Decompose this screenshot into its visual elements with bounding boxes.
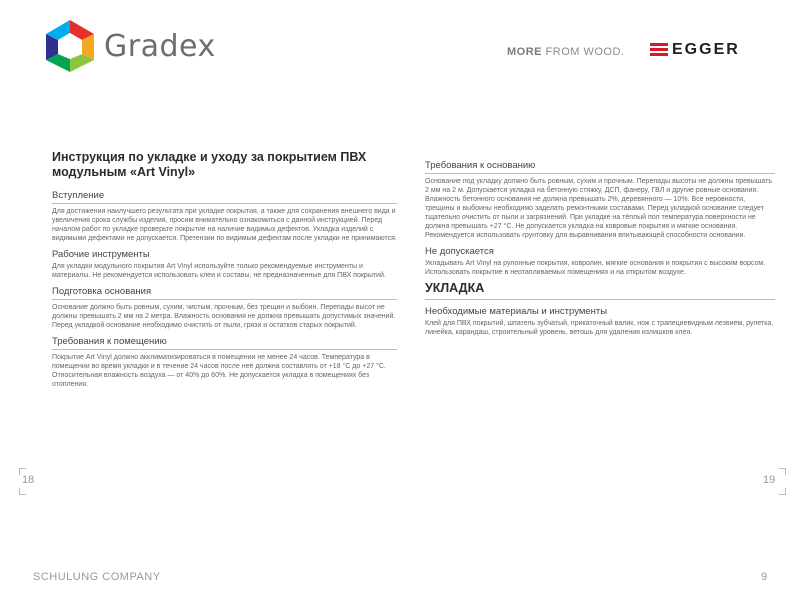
- slogan-rest: FROM WOOD.: [542, 46, 625, 58]
- req-heading: Требования к основанию: [425, 160, 536, 171]
- not-allowed-heading: Не допускается: [425, 246, 494, 257]
- base-heading: Подготовка основания: [52, 286, 152, 297]
- gradex-logo-icon: [42, 18, 98, 74]
- intro-text: Для достижения наилучшего результата при укладке покрытия, а также для сохранения внешнего вида и увеличения срока службы изделия, просим внимательно ознакомиться с данной инструкцией. Перед началом работ по укладке проверьте покрытие на наличие видимых дефектов. Укладка изделий с видимыми дефектами не допускается. Претензии по видимым дефектам после укладки не принимаются.: [52, 208, 397, 242]
- slogan-bold: MORE: [507, 46, 542, 58]
- req-text: Основание под укладку должно быть ровным, сухим и прочным. Перепады высоты не должны превышать 2 мм на 2 м. Допускается укладка на бетонную стяжку, ДСП, фанеру, ГВЛ и другие ровные основания. Влажность бетонного основания не должна превышать 2%, деревянного — 10%. Все неровности, трещины и выбоины необходимо заделать ремонтными составами. Перед укладкой основание следует тщательно очистить от пыли и загрязнений. При укладке на тёплый пол температура поверхности не должна превышать +27 °C. Не допускается укладка на ковровые покрытия и мягкие основания. Рекомендуется использовать грунтовку для выравнивания впитывающей способности основания.: [425, 178, 773, 239]
- tools-text: Для укладки модульного покрытия Art Vinyl используйте только рекомендуемые инструменты и материалы. Не рекомендуется использовать клеи и составы, не предназначенные для ПВХ покрытий.: [52, 263, 386, 279]
- egger-name: EGGER: [672, 41, 740, 58]
- page-title: Инструкция по укладке и уходу за покрытием ПВХ модульным «Art Vinyl»: [52, 150, 367, 179]
- divider: [425, 173, 775, 174]
- slogan: [507, 46, 625, 58]
- page-number-left: [22, 474, 34, 486]
- base-text: Основание должно быть ровным, сухим, чистым, прочным, без трещин и выбоин. Перепады высот не должны превышать 2 мм на 2 метра. Влажность основания не должна превышать допустимых значений. Перед укладкой основание необходимо очистить от пыли, грязи и остатков старых покрытий.: [52, 304, 396, 329]
- footer-page-number: 9: [761, 571, 768, 583]
- tools-heading: Рабочие инструменты: [52, 249, 150, 260]
- needed-text: Клей для ПВХ покрытий, шпатель зубчатый, прикаточный валик, нож с трапециевидным лезвием, рулетка, линейка, карандаш, строительный уровень, ветошь для удаления излишков клея.: [425, 320, 774, 336]
- needed-heading: Необходимые материалы и инструменты: [425, 306, 608, 317]
- right-page: [425, 150, 775, 337]
- gradex-logo: [42, 18, 216, 74]
- divider: [52, 203, 397, 204]
- room-text: Покрытие Art Vinyl должно акклиматизироваться в помещении не менее 24 часов. Температура в помещении во время укладки и в течение 24 часов после неё должна составлять от +18 °C до +27 °C. Относительная влажность воздуха — от 40% до 60%. Не допускается укладка в помещениях без отопления.: [52, 354, 386, 388]
- brand-name: Gradex: [104, 28, 216, 64]
- intro-heading: Вступление: [52, 190, 105, 201]
- left-page: [52, 150, 397, 389]
- page-number-right-text: 19: [763, 474, 776, 486]
- egger-logo: [650, 41, 740, 59]
- page-number-left-text: 18: [22, 474, 35, 486]
- page-number-right: [763, 474, 775, 486]
- laying-heading: УКЛАДКА: [425, 281, 485, 295]
- divider: [52, 299, 397, 300]
- divider: [425, 299, 775, 300]
- room-heading: Требования к помещению: [52, 336, 167, 347]
- footer-company: SCHULUNG COMPANY: [33, 571, 161, 583]
- not-allowed-text: Укладывать Art Vinyl на рулонные покрытия, ковролин, мягкие основания и покрытия с высоким ворсом. Использовать покрытие в неотапливаемых помещениях и на открытом воздухе.: [425, 260, 766, 276]
- divider: [52, 349, 397, 350]
- egger-mark-icon: [650, 43, 668, 57]
